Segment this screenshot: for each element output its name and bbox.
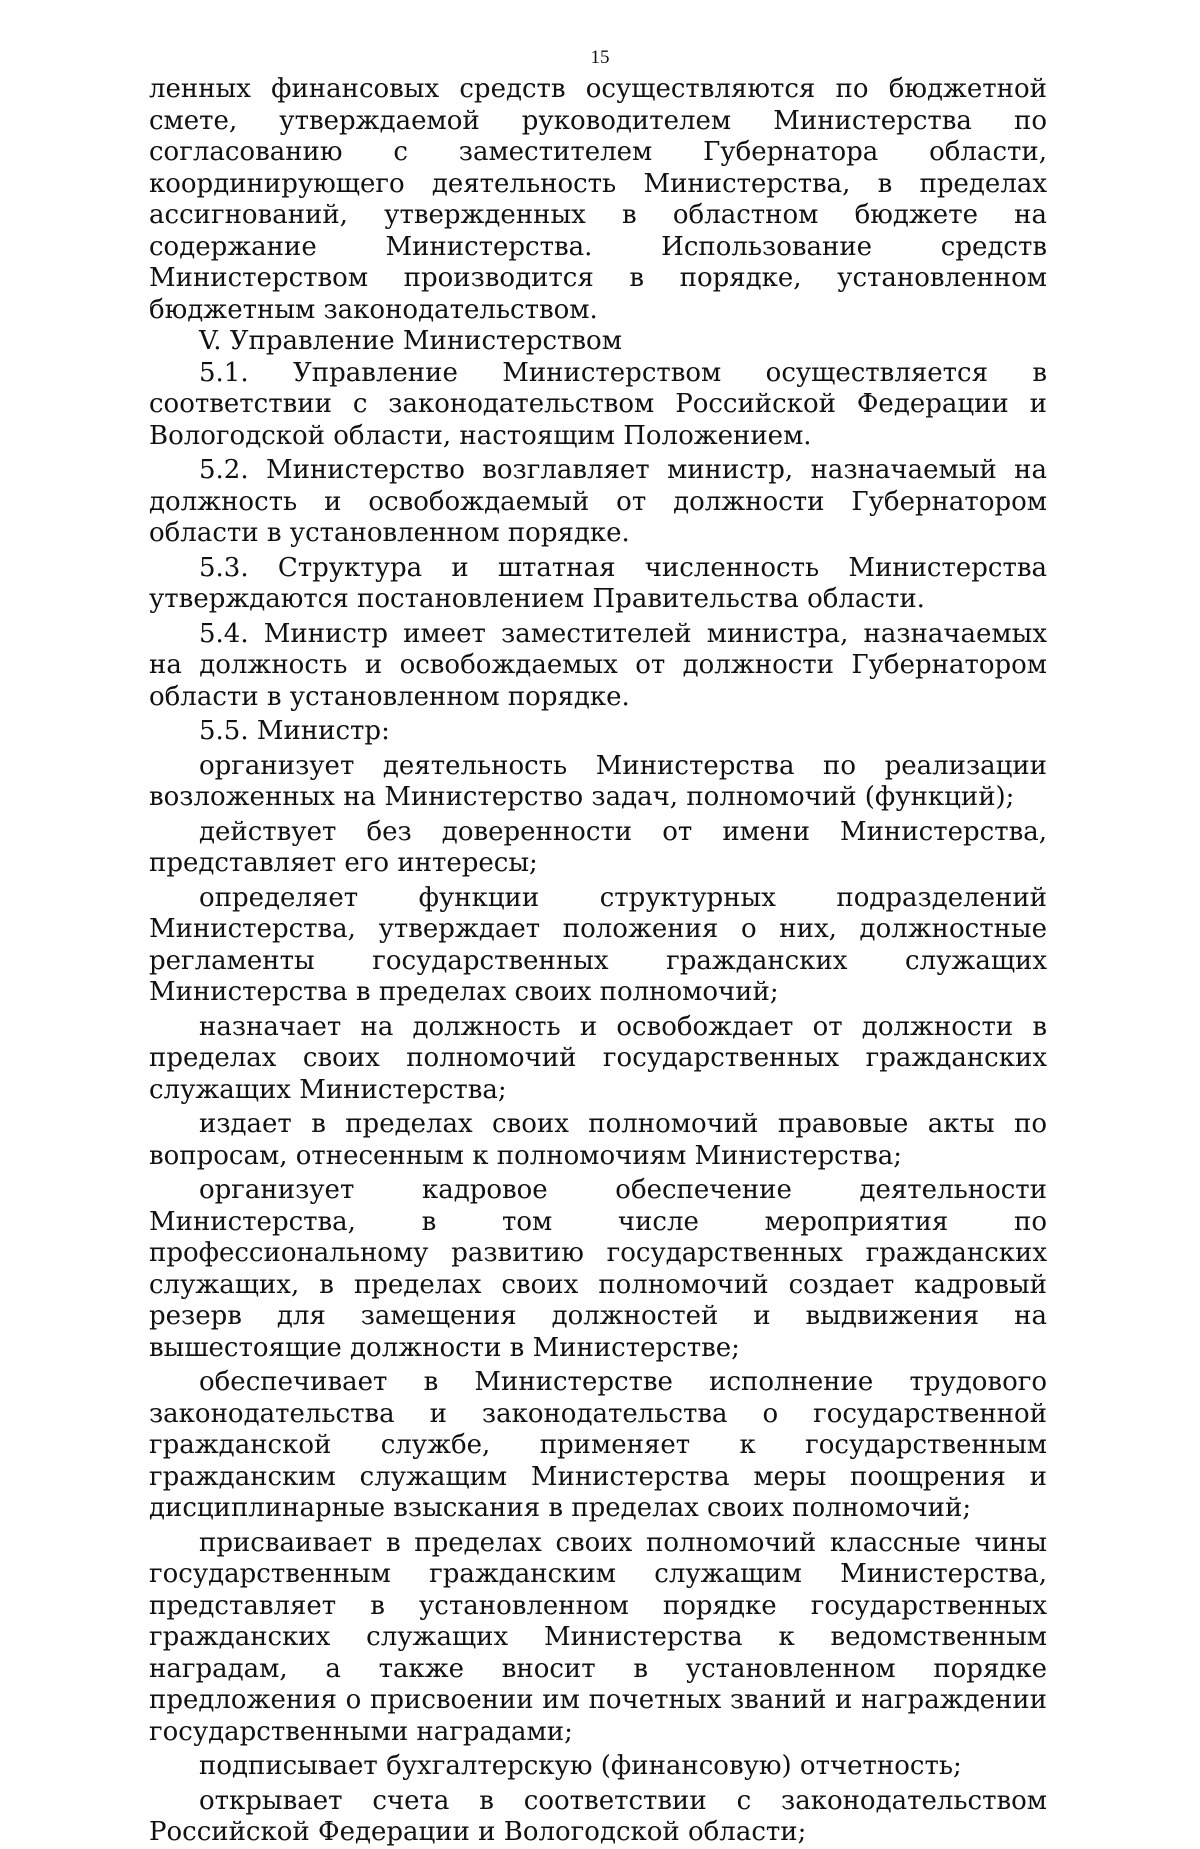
paragraph-5-4: 5.4. Министр имеет заместителей министра, назначаемых на должность и освобождаемых от должности Губернатором области в установленном порядке. [149,618,1047,712]
paragraph-5-2: 5.2. Министерство возглавляет министр, назначаемый на должность и освобождаемый от должности Губернатором области в установленном порядке. [149,455,1047,548]
list-item: издает в пределах своих полномочий правовые акты по вопросам, отнесенным к полномочиям Министерства; [149,1109,1047,1171]
list-item: действует без доверенности от имени Министерства, представляет его интересы; [149,816,1047,878]
list-item: присваивает в пределах своих полномочий классные чины государственным гражданским служащим Министерства, представляет в установленном порядке государственных гражданских служащих Министерства к ведомственным наградам, а также вносит в установленном порядке предложения о присвоении им почетных званий и награждении государственными наградами; [149,1527,1047,1747]
paragraph-5-5: 5.5. Министр: [199,716,390,746]
paragraph-5-3: 5.3. Структура и штатная численность Министерства утверждаются постановлением Правительства области. [149,552,1047,614]
list-item: обеспечивает в Министерстве исполнение трудового законодательства и законодательства о государственной гражданской службе, применяет к государственным гражданским служащим Министерства меры поощрения и дисциплинарные взыскания в пределах своих полномочий; [149,1367,1047,1523]
list-item: организует деятельность Министерства по реализации возложенных на Министерство задач, полномочий (функций); [149,750,1047,812]
section-heading: V. Управление Министерством [199,326,622,356]
list-item: открывает счета в соответствии с законодательством Российской Федерации и Вологодской области; [149,1785,1047,1847]
list-item: организует кадровое обеспечение деятельности Министерства, в том числе мероприятия по профессиональному развитию государственных гражданских служащих, в пределах своих полномочий создает кадровый резерв для замещения должностей и выдвижения на вышестоящие должности в Министерстве; [149,1175,1047,1363]
paragraph-5-1: 5.1. Управление Министерством осуществляется в соответствии с законодательством Российской Федерации и Вологодской области, настоящим Положением. [149,357,1047,451]
list-item: определяет функции структурных подразделений Министерства, утверждает положения о них, должностные регламенты государственных гражданских служащих Министерства в пределах своих полномочий; [149,882,1047,1007]
list-item: назначает на должность и освобождает от должности в пределах своих полномочий государственных гражданских служащих Министерства; [149,1011,1047,1105]
list-item: подписывает бухгалтерскую (финансовую) отчетность; [199,1751,962,1781]
page-number: 15 [590,47,610,68]
paragraph-continuation: ленных финансовых средств осуществляются по бюджетной смете, утверждаемой руководителем Министерства по согласованию с заместителем Губернатора области, координирующего деятельность Министерства, в пределах ассигнований, утвержденных в областном бюджете на содержание Министерства. Использование средств Министерством производится в порядке, установленном бюджетным законодательством. [149,74,1047,325]
document-body [149,74,1047,1849]
